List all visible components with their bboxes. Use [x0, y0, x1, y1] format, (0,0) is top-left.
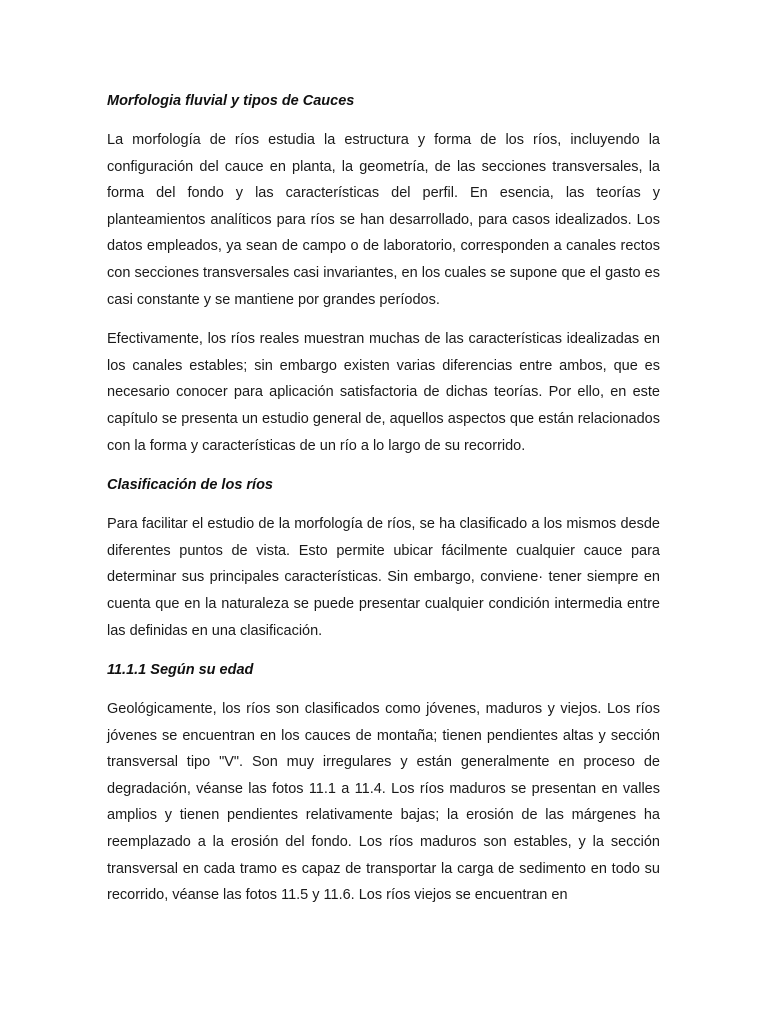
paragraph-clasificacion: Para facilitar el estudio de la morfología de ríos, se ha clasificado a los mismos desde diferentes puntos de vista. Esto permite ubicar fácilmente cualquier cauce para determinar sus principales características. Sin embargo, conviene· tener siempre en cuenta que en la naturaleza se puede presentar cualquier condición intermedia entre las definidas en una clasificación. — [107, 516, 660, 639]
paragraph-intro: La morfología de ríos estudia la estructura y forma de los ríos, incluyendo la configuración del cauce en planta, la geometría, de las secciones transversales, la forma del fondo y las características del perfil. En esencia, las teorías y planteamientos analíticos para ríos se han desarrollado, para casos idealizados. Los datos empleados, ya sean de campo o de laboratorio, corresponden a canales rectos con secciones transversales casi invariantes, en los cuales se supone que el gasto es casi constante y se mantiene por grandes períodos. — [107, 132, 660, 308]
section-heading-clasificacion: Clasificación de los ríos — [107, 477, 273, 494]
document-page — [107, 88, 660, 909]
paragraph-rios-reales: Efectivamente, los ríos reales muestran muchas de las características idealizadas en los canales estables; sin embargo existen varias diferencias entre ambos, que es necesario conocer para aplicación satisfactoria de dichas teorías. Por ello, en este capítulo se presenta un estudio general de, aquellos aspectos que están relacionados con la forma y características de un río a lo largo de su recorrido. — [107, 331, 660, 454]
section-heading-morfologia: Morfologia fluvial y tipos de Cauces — [107, 93, 355, 109]
section-heading-segun-edad: 11.1.1 Según su edad — [107, 662, 254, 679]
paragraph-edad: Geológicamente, los ríos son clasificados como jóvenes, maduros y viejos. Los ríos jóvenes se encuentran en los cauces de montaña; tienen pendientes altas y sección transversal tipo "V". Son muy irregulares y están generalmente en proceso de degradación, véanse las fotos 11.1 a 11.4. Los ríos maduros se presentan en valles amplios y tienen pendientes relativamente bajas; la erosión de las márgenes ha reemplazado a la erosión del fondo. Los ríos maduros son estables, y la sección transversal en cada tramo es capaz de transportar la carga de sedimento en todo su recorrido, véanse las fotos 11.5 y 11.6. Los ríos viejos se encuentran en — [107, 701, 660, 904]
